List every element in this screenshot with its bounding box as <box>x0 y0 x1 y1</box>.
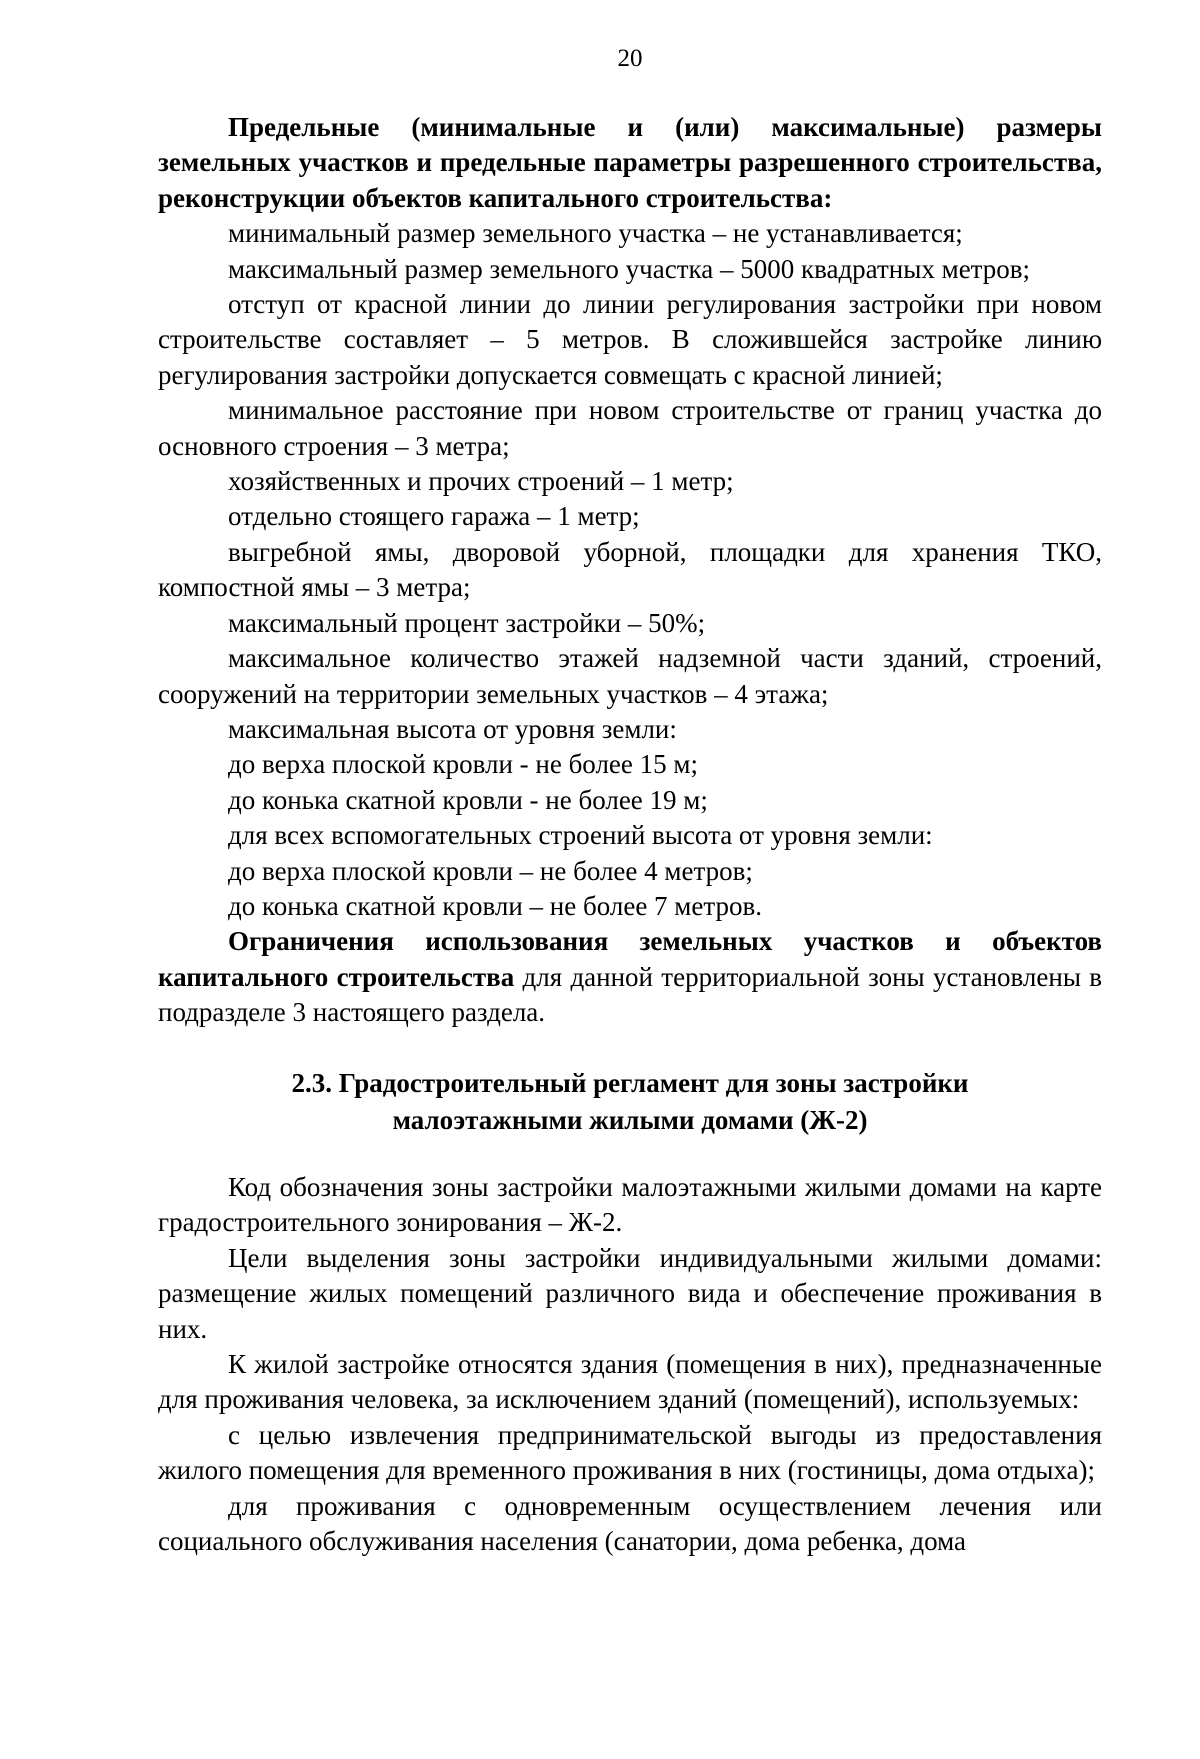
limits-block <box>158 110 1102 1031</box>
limit-item: выгребной ямы, дворовой уборной, площадки для хранения ТКО, компостной ямы – 3 метра; <box>158 536 1102 603</box>
limit-item: до конька скатной кровли - не более 19 м; <box>228 784 708 815</box>
body-paragraph: К жилой застройке относятся здания (помещения в них), предназначенные для проживания человека, за исключением зданий (помещений), используемых: <box>158 1349 1102 1415</box>
limit-item: минимальный размер земельного участка – не устанавливается; <box>228 218 963 249</box>
section-heading <box>158 1065 1102 1139</box>
body-paragraph: Код обозначения зоны застройки малоэтажными жилыми домами на карте градостроительного зонирования – Ж-2. <box>158 1172 1102 1238</box>
page-number: 20 <box>617 45 643 72</box>
restrictions-bold: Ограничения использования земельных участков и объектов капитального строительства <box>158 926 1102 992</box>
body-paragraph: с целью извлечения предпринимательской выгоды из предоставления жилого помещения для временного проживания в них (гостиницы, дома отдыха); <box>158 1419 1102 1486</box>
limit-item: максимальная высота от уровня земли: <box>228 713 677 744</box>
limit-item: для всех вспомогательных строений высота от уровня земли: <box>228 820 933 851</box>
section-title-line-1: 2.3. Градостроительный регламент для зоны застройки <box>291 1068 969 1098</box>
limit-item: максимальный процент застройки – 50%; <box>228 607 706 638</box>
limits-heading: Предельные (минимальные и (или) максимальные) размеры земельных участков и предельные параметры разрешенного строительства, реконструкции объектов капитального строительства: <box>158 112 1102 213</box>
limit-item: до верха плоской кровли – не более 4 метров; <box>228 855 753 886</box>
section-title-line-2: малоэтажными жилыми домами (Ж-2) <box>392 1105 868 1135</box>
limit-item: хозяйственных и прочих строений – 1 метр; <box>228 466 734 497</box>
limit-item: до верха плоской кровли - не более 15 м; <box>228 749 698 780</box>
restrictions-rest: для данной территориальной зоны установлены в подразделе 3 настоящего раздела. <box>158 961 1102 1028</box>
limit-item: отдельно стоящего гаража – 1 метр; <box>228 501 640 532</box>
body-paragraph: для проживания с одновременным осуществлением лечения или социального обслуживания населения (санатории, дома ребенка, дома <box>158 1490 1102 1557</box>
restrictions-paragraph <box>158 924 1102 1030</box>
body-paragraph: Цели выделения зоны застройки индивидуальными жилыми домами: размещение жилых помещений различного вида и обеспечение проживания в них. <box>158 1242 1102 1344</box>
limit-item: отступ от красной линии до линии регулирования застройки при новом строительстве составляет – 5 метров. В сложившейся застройке линию регулирования застройки допускается совмещать с красной линией; <box>158 289 1102 390</box>
limit-item: максимальный размер земельного участка – 5000 квадратных метров; <box>228 253 1031 284</box>
limit-item: до конька скатной кровли – не более 7 метров. <box>228 890 763 921</box>
limit-item: максимальное количество этажей надземной части зданий, строений, сооружений на территории земельных участков – 4 этажа; <box>158 643 1102 709</box>
section-body <box>158 1170 1102 1559</box>
limit-item: минимальное расстояние при новом строительстве от границ участка до основного строения – 3 метра; <box>158 395 1102 461</box>
